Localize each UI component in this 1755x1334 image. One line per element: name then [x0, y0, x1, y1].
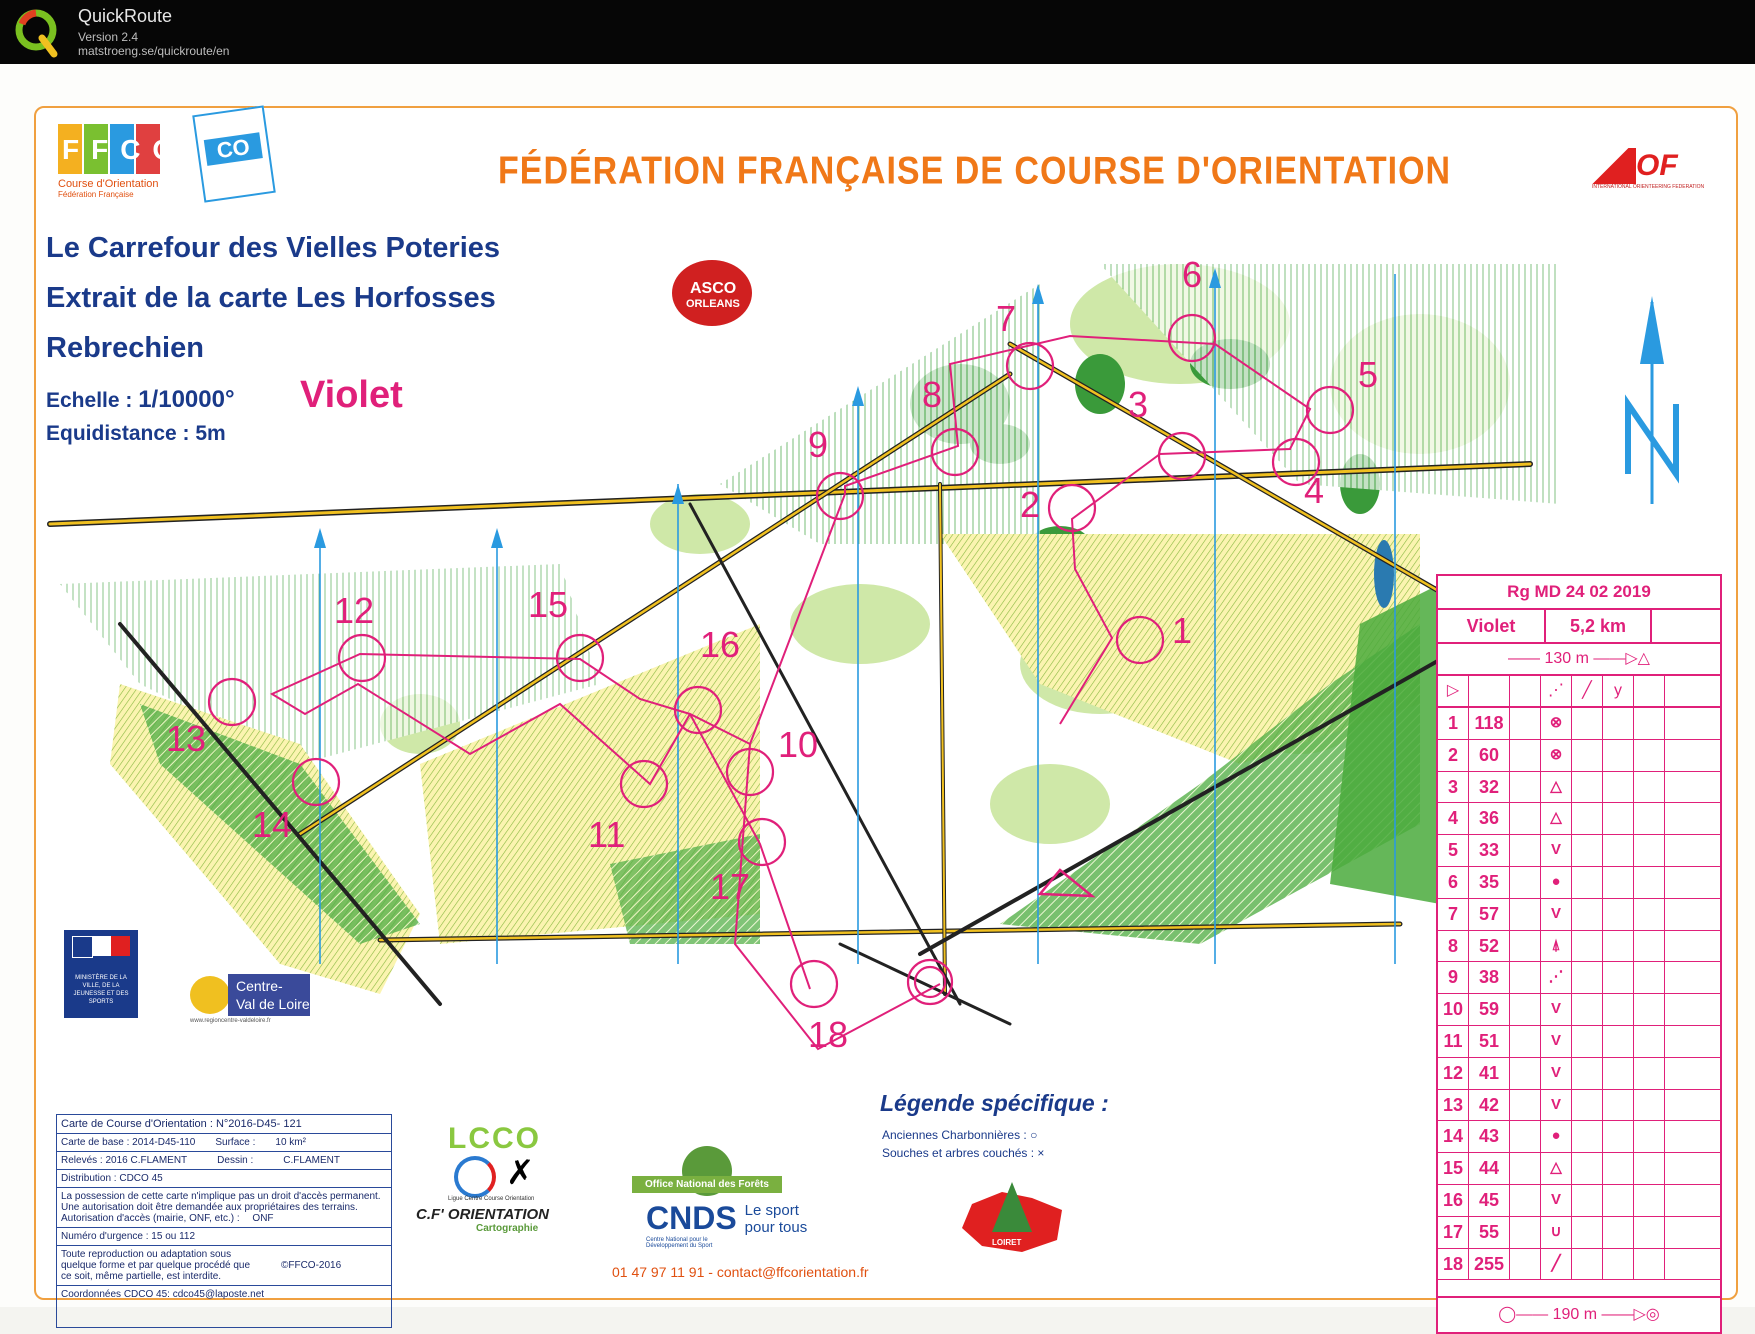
contour-label: Equidistance : 5m — [46, 422, 226, 445]
card-column-c — [1510, 931, 1541, 962]
card-empty-cell — [1634, 1026, 1665, 1057]
card-control-code: 33 — [1469, 835, 1510, 866]
card-control-row-15 — [1438, 1153, 1720, 1185]
card-feature-symbol-icon: ● — [1541, 1121, 1572, 1152]
card-empty-cell — [1572, 962, 1603, 993]
card-control-code: 38 — [1469, 962, 1510, 993]
card-empty-cell — [1603, 962, 1634, 993]
card-column-c — [1510, 835, 1541, 866]
card-empty-cell — [1572, 1090, 1603, 1121]
card-empty-cell — [1603, 1153, 1634, 1184]
card-empty-cell — [1603, 899, 1634, 930]
card-empty-cell — [1634, 1090, 1665, 1121]
card-empty-cell — [1634, 867, 1665, 898]
map-viewport[interactable] — [0, 64, 1755, 1323]
card-column-c — [1510, 1185, 1541, 1216]
card-feature-symbol-icon: V — [1541, 835, 1572, 866]
map-info-box — [56, 1114, 392, 1328]
info-base-map: Carte de base : 2014-D45-110 — [61, 1137, 196, 1148]
card-control-rows — [1438, 708, 1720, 1280]
card-control-number: 16 — [1438, 1185, 1469, 1216]
card-control-row-18 — [1438, 1249, 1720, 1281]
card-finish-distance: 190 m — [1552, 1306, 1598, 1323]
app-titlebar — [0, 0, 1755, 64]
card-empty-cell — [1603, 708, 1634, 739]
card-empty-cell — [1634, 1058, 1665, 1089]
control-label-9: 9 — [808, 424, 829, 465]
card-empty-cell — [1634, 1121, 1665, 1152]
card-control-number: 6 — [1438, 867, 1469, 898]
card-empty-cell — [1603, 772, 1634, 803]
info-repro-row — [57, 1246, 391, 1286]
start-triangle-icon: ▷ — [1438, 676, 1469, 706]
control-description-card — [1436, 574, 1722, 1334]
info-dessin-value: C.FLAMENT — [283, 1155, 340, 1166]
cf-sub: Cartographie — [476, 1223, 539, 1234]
lcco-figure-icon: ✗ — [454, 1156, 568, 1196]
card-column-c — [1510, 708, 1541, 739]
loiret-text: LOIRET — [992, 1238, 1022, 1247]
card-control-number: 2 — [1438, 740, 1469, 771]
card-feature-symbol-icon: ● — [1541, 867, 1572, 898]
card-course-name: Violet — [1438, 610, 1546, 642]
legend-item-souches: Souches et arbres couchés : × — [882, 1146, 1045, 1160]
info-distribution: Distribution : CDCO 45 — [57, 1170, 391, 1188]
control-label-8: 8 — [922, 374, 943, 415]
card-column-c — [1510, 803, 1541, 834]
cnds-caption: Centre National pour le Développement du Sport — [646, 1237, 713, 1249]
card-column-c — [1510, 1153, 1541, 1184]
info-copyright: ©FFCO-2016 — [281, 1260, 342, 1271]
iof-logo-text: OF — [1636, 149, 1678, 182]
control-label-2: 2 — [1020, 484, 1041, 525]
card-empty-cell — [1572, 994, 1603, 1025]
region-text-2: Val de Loire — [236, 996, 310, 1012]
card-column-c — [1510, 772, 1541, 803]
card-control-row-12 — [1438, 1058, 1720, 1090]
card-control-code: 32 — [1469, 772, 1510, 803]
card-control-row-6 — [1438, 867, 1720, 899]
card-column-c — [1510, 867, 1541, 898]
asco-logo — [652, 240, 772, 340]
card-empty-cell — [1603, 1185, 1634, 1216]
card-control-row-9 — [1438, 962, 1720, 994]
card-control-number: 1 — [1438, 708, 1469, 739]
card-empty-cell — [1603, 1090, 1634, 1121]
card-empty-cell — [1665, 772, 1695, 803]
card-empty-cell — [1603, 867, 1634, 898]
card-control-row-4 — [1438, 803, 1720, 835]
card-empty-cell — [1634, 740, 1665, 771]
info-access-value: ONF — [252, 1213, 274, 1224]
card-control-code: 52 — [1469, 931, 1510, 962]
loiret-logo — [962, 1178, 1066, 1256]
card-empty-cell — [1603, 740, 1634, 771]
scale-label — [46, 386, 235, 414]
co-logo: CO — [192, 105, 276, 202]
card-control-number: 13 — [1438, 1090, 1469, 1121]
card-control-code: 118 — [1469, 708, 1510, 739]
card-control-number: 7 — [1438, 899, 1469, 930]
card-control-code: 59 — [1469, 994, 1510, 1025]
card-control-code: 57 — [1469, 899, 1510, 930]
control-label-7: 7 — [996, 298, 1017, 339]
card-empty-cell — [1572, 1217, 1603, 1248]
info-access-text: La possession de cette carte n'implique pas un droit d'accès permanent. Une autorisation doit être demandée aux propriétaires des terrains. Autorisation d'accès (mairie, ONF, etc.) : — [61, 1191, 381, 1224]
card-column-c — [1510, 1121, 1541, 1152]
card-empty-cell — [1572, 1249, 1603, 1280]
card-control-row-7 — [1438, 899, 1720, 931]
control-label-10: 10 — [778, 724, 819, 765]
card-empty-cell — [1665, 1153, 1695, 1184]
card-empty-cell — [1634, 1153, 1665, 1184]
column-d-icon: ⋰ — [1541, 676, 1572, 706]
scale-value: 1/10000° — [138, 386, 235, 413]
cnds-logo — [646, 1200, 826, 1249]
legend-item-charbonnieres: Anciennes Charbonnières : ○ — [882, 1128, 1038, 1142]
card-empty-cell — [1572, 1153, 1603, 1184]
region-text-1: Centre- — [236, 978, 283, 994]
card-control-number: 12 — [1438, 1058, 1469, 1089]
column-f-icon: y — [1603, 676, 1634, 706]
card-empty-cell — [1665, 899, 1695, 930]
info-base-row — [57, 1134, 391, 1152]
control-label-5: 5 — [1358, 354, 1379, 395]
card-empty-cell — [1665, 1090, 1695, 1121]
card-column-c — [1510, 899, 1541, 930]
card-empty-cell — [1572, 1058, 1603, 1089]
legend-title: Légende spécifique : — [880, 1090, 1109, 1116]
card-control-number: 5 — [1438, 835, 1469, 866]
card-empty-cell — [1665, 1185, 1695, 1216]
card-empty-cell — [1572, 899, 1603, 930]
card-control-row-16 — [1438, 1185, 1720, 1217]
cf-orientation-logo — [416, 1206, 612, 1234]
region-url: www.regioncentre-valdeloire.fr — [190, 1018, 271, 1024]
card-control-code: 45 — [1469, 1185, 1510, 1216]
card-control-code: 51 — [1469, 1026, 1510, 1057]
card-empty-cell — [1603, 1058, 1634, 1089]
card-start-distance-row — [1438, 644, 1720, 676]
map-title-line-3: Rebrechien — [46, 332, 204, 364]
card-dash-left: —— — [1508, 650, 1545, 667]
card-empty-cell — [1634, 962, 1665, 993]
card-control-code: 43 — [1469, 1121, 1510, 1152]
region-logo — [190, 974, 312, 1024]
info-map-number: Carte de Course d'Orientation : N°2016-D45- 121 — [57, 1115, 391, 1134]
card-course-row — [1438, 610, 1720, 644]
control-label-16: 16 — [700, 624, 741, 665]
quickroute-logo-icon — [14, 6, 62, 58]
info-urgence: Numéro d'urgence : 15 ou 112 — [57, 1228, 391, 1246]
card-control-row-17 — [1438, 1217, 1720, 1249]
card-control-row-5 — [1438, 835, 1720, 867]
control-label-4: 4 — [1304, 470, 1325, 511]
cnds-slogan-2: pour tous — [744, 1218, 808, 1236]
card-feature-symbol-icon: ⊗ — [1541, 708, 1572, 739]
card-control-code: 44 — [1469, 1153, 1510, 1184]
card-empty-cell — [1572, 772, 1603, 803]
control-label-1: 1 — [1172, 610, 1193, 651]
card-control-row-8 — [1438, 931, 1720, 963]
card-column-c — [1510, 1058, 1541, 1089]
card-empty-cell — [1603, 1217, 1634, 1248]
card-control-number: 3 — [1438, 772, 1469, 803]
app-name: QuickRoute — [78, 6, 173, 26]
onf-logo — [632, 1146, 782, 1206]
control-label-15: 15 — [528, 584, 569, 625]
cf-text: C.F' ORIENTATION — [416, 1206, 550, 1223]
card-control-number: 8 — [1438, 931, 1469, 962]
course-name: Violet — [300, 374, 403, 416]
card-empty-cell — [1603, 994, 1634, 1025]
info-repro-text: Toute reproduction ou adaptation sous quelque forme et par quelque procédé que ce soit, même partielle, est interdite. — [61, 1249, 251, 1282]
card-empty-cell — [1572, 708, 1603, 739]
info-surface-value: 10 km² — [275, 1137, 306, 1148]
card-feature-symbol-icon: V — [1541, 1058, 1572, 1089]
card-empty-cell — [1665, 1026, 1695, 1057]
info-access-row — [57, 1188, 391, 1228]
app-url[interactable]: matstroeng.se/quickroute/en — [78, 44, 230, 58]
card-empty-cell — [1634, 803, 1665, 834]
map-title-line-2: Extrait de la carte Les Horfosses — [46, 282, 496, 314]
card-empty-cell — [1634, 931, 1665, 962]
card-empty-cell — [1665, 1217, 1695, 1248]
card-empty-cell — [1572, 931, 1603, 962]
card-control-number: 9 — [1438, 962, 1469, 993]
cnds-slogan-1: Le sport — [744, 1201, 799, 1219]
card-empty-cell — [1665, 708, 1695, 739]
card-empty-cell — [1634, 772, 1665, 803]
card-empty-cell — [1603, 1026, 1634, 1057]
card-control-row-2 — [1438, 740, 1720, 772]
card-control-number: 17 — [1438, 1217, 1469, 1248]
card-finish-distance-row — [1438, 1296, 1720, 1332]
card-feature-symbol-icon: ╱ — [1541, 1249, 1572, 1280]
card-feature-symbol-icon: V — [1541, 1026, 1572, 1057]
card-empty-cell — [1665, 1249, 1695, 1280]
ministry-logo — [64, 930, 138, 1018]
card-control-code: 42 — [1469, 1090, 1510, 1121]
card-empty-cell — [1603, 803, 1634, 834]
card-feature-symbol-icon: V — [1541, 994, 1572, 1025]
card-empty-cell — [1634, 1249, 1665, 1280]
card-control-row-10 — [1438, 994, 1720, 1026]
control-label-17: 17 — [710, 866, 751, 907]
card-symbol-header-row — [1438, 676, 1720, 708]
card-feature-symbol-icon: △ — [1541, 803, 1572, 834]
card-column-c — [1510, 1217, 1541, 1248]
card-column-c — [1510, 994, 1541, 1025]
control-label-12: 12 — [334, 590, 375, 631]
finish-circle-icon: ◯—— — [1498, 1306, 1553, 1323]
ministry-text: MINISTÈRE DE LA VILLE, DE LA JEUNESSE ET DES SPORTS — [73, 975, 129, 1005]
card-empty-cell — [1665, 803, 1695, 834]
card-empty-cell — [1634, 994, 1665, 1025]
card-empty-cell — [1665, 931, 1695, 962]
lcco-logo — [448, 1122, 568, 1202]
info-coords: Coordonnées CDCO 45: cdco45@laposte.net — [61, 1289, 265, 1300]
card-empty-cell — [1634, 1185, 1665, 1216]
card-empty-cell — [1665, 1121, 1695, 1152]
federation-title: FÉDÉRATION FRANÇAISE DE COURSE D'ORIENTATION — [498, 149, 1452, 193]
card-feature-symbol-icon: ⍋ — [1541, 931, 1572, 962]
card-control-number: 18 — [1438, 1249, 1469, 1280]
onf-text: Office National des Forêts — [632, 1176, 782, 1193]
card-empty-cell — [1665, 740, 1695, 771]
card-control-code: 36 — [1469, 803, 1510, 834]
control-label-11: 11 — [588, 814, 626, 855]
lcco-caption: Ligue Centre Course Orientation — [448, 1196, 535, 1202]
ffco-subcaption: Fédération Française — [58, 190, 134, 199]
card-empty-cell — [1603, 1121, 1634, 1152]
card-empty-cell — [1572, 740, 1603, 771]
card-arrow-right-icon: ——▷△ — [1588, 650, 1650, 667]
card-column-c — [1510, 1026, 1541, 1057]
card-empty-cell — [1572, 835, 1603, 866]
control-label-3: 3 — [1128, 384, 1149, 425]
card-empty-cell — [1634, 1217, 1665, 1248]
card-empty-cell — [1665, 1058, 1695, 1089]
card-empty-cell — [1665, 867, 1695, 898]
card-column-c — [1510, 962, 1541, 993]
iof-caption: INTERNATIONAL ORIENTEERING FEDERATION — [1592, 184, 1705, 190]
card-empty-cell — [1603, 1249, 1634, 1280]
card-feature-symbol-icon: V — [1541, 1185, 1572, 1216]
iof-logo — [1592, 148, 1712, 190]
card-empty-cell — [1634, 835, 1665, 866]
card-control-code: 55 — [1469, 1217, 1510, 1248]
lcco-text: LCCO — [448, 1122, 541, 1155]
card-feature-symbol-icon: △ — [1541, 1153, 1572, 1184]
ffco-caption: Course d'Orientation — [58, 178, 159, 190]
card-feature-symbol-icon: ⊗ — [1541, 740, 1572, 771]
scale-label-text: Echelle : — [46, 389, 139, 412]
card-empty-cell — [1603, 931, 1634, 962]
card-control-number: 14 — [1438, 1121, 1469, 1152]
cnds-text: CNDS — [646, 1200, 737, 1236]
card-control-number: 15 — [1438, 1153, 1469, 1184]
card-feature-symbol-icon: ∪ — [1541, 1217, 1572, 1248]
card-empty-cell — [1634, 899, 1665, 930]
info-survey-row — [57, 1152, 391, 1170]
asco-text: ASCO — [690, 280, 737, 297]
card-empty-cell — [1603, 835, 1634, 866]
card-control-row-3 — [1438, 772, 1720, 804]
info-releves: Relevés : 2016 C.FLAMENT — [61, 1155, 188, 1166]
card-empty-cell — [1572, 1026, 1603, 1057]
card-column-c — [1510, 1249, 1541, 1280]
card-feature-symbol-icon: △ — [1541, 772, 1572, 803]
card-start-distance: 130 m — [1544, 650, 1589, 667]
card-control-code: 41 — [1469, 1058, 1510, 1089]
footer-contact: 01 47 97 11 91 - contact@ffcorientation.fr — [612, 1264, 869, 1280]
card-control-code: 60 — [1469, 740, 1510, 771]
card-control-number: 10 — [1438, 994, 1469, 1025]
control-label-18: 18 — [808, 1014, 849, 1055]
ffco-logo — [58, 124, 187, 224]
card-control-code: 255 — [1469, 1249, 1510, 1280]
info-surface-label: Surface : — [215, 1137, 256, 1148]
card-header: Rg MD 24 02 2019 — [1438, 576, 1720, 610]
card-empty-cell — [1665, 962, 1695, 993]
card-feature-symbol-icon: ⋰ — [1541, 962, 1572, 993]
map-title-line-1: Le Carrefour des Vielles Poteries — [46, 232, 501, 264]
card-feature-symbol-icon: V — [1541, 899, 1572, 930]
card-empty-cell — [1665, 994, 1695, 1025]
app-version: Version 2.4 — [78, 30, 139, 44]
card-empty-cell — [1665, 835, 1695, 866]
card-empty-cell — [1634, 708, 1665, 739]
ffco-logo-text: FFCO — [62, 134, 187, 165]
card-control-number: 4 — [1438, 803, 1469, 834]
control-label-14: 14 — [252, 804, 293, 845]
card-column-c — [1510, 1090, 1541, 1121]
card-empty-cell — [1572, 1185, 1603, 1216]
asco-sub: ORLEANS — [686, 298, 740, 310]
card-control-number: 11 — [1438, 1026, 1469, 1057]
info-dessin-label: Dessin : — [217, 1155, 254, 1166]
card-control-row-14 — [1438, 1121, 1720, 1153]
card-feature-symbol-icon: V — [1541, 1090, 1572, 1121]
column-e-icon: ╱ — [1572, 676, 1603, 706]
control-label-13: 13 — [166, 718, 207, 759]
card-control-row-13 — [1438, 1090, 1720, 1122]
control-label-6: 6 — [1182, 254, 1203, 295]
card-control-row-11 — [1438, 1026, 1720, 1058]
card-empty-cell — [1572, 803, 1603, 834]
finish-double-circle-icon: ——▷◎ — [1597, 1306, 1660, 1323]
card-control-row-1 — [1438, 708, 1720, 740]
card-empty-cell — [1572, 867, 1603, 898]
card-column-c — [1510, 740, 1541, 771]
card-course-length: 5,2 km — [1546, 610, 1652, 642]
card-empty-cell — [1572, 1121, 1603, 1152]
card-control-code: 35 — [1469, 867, 1510, 898]
